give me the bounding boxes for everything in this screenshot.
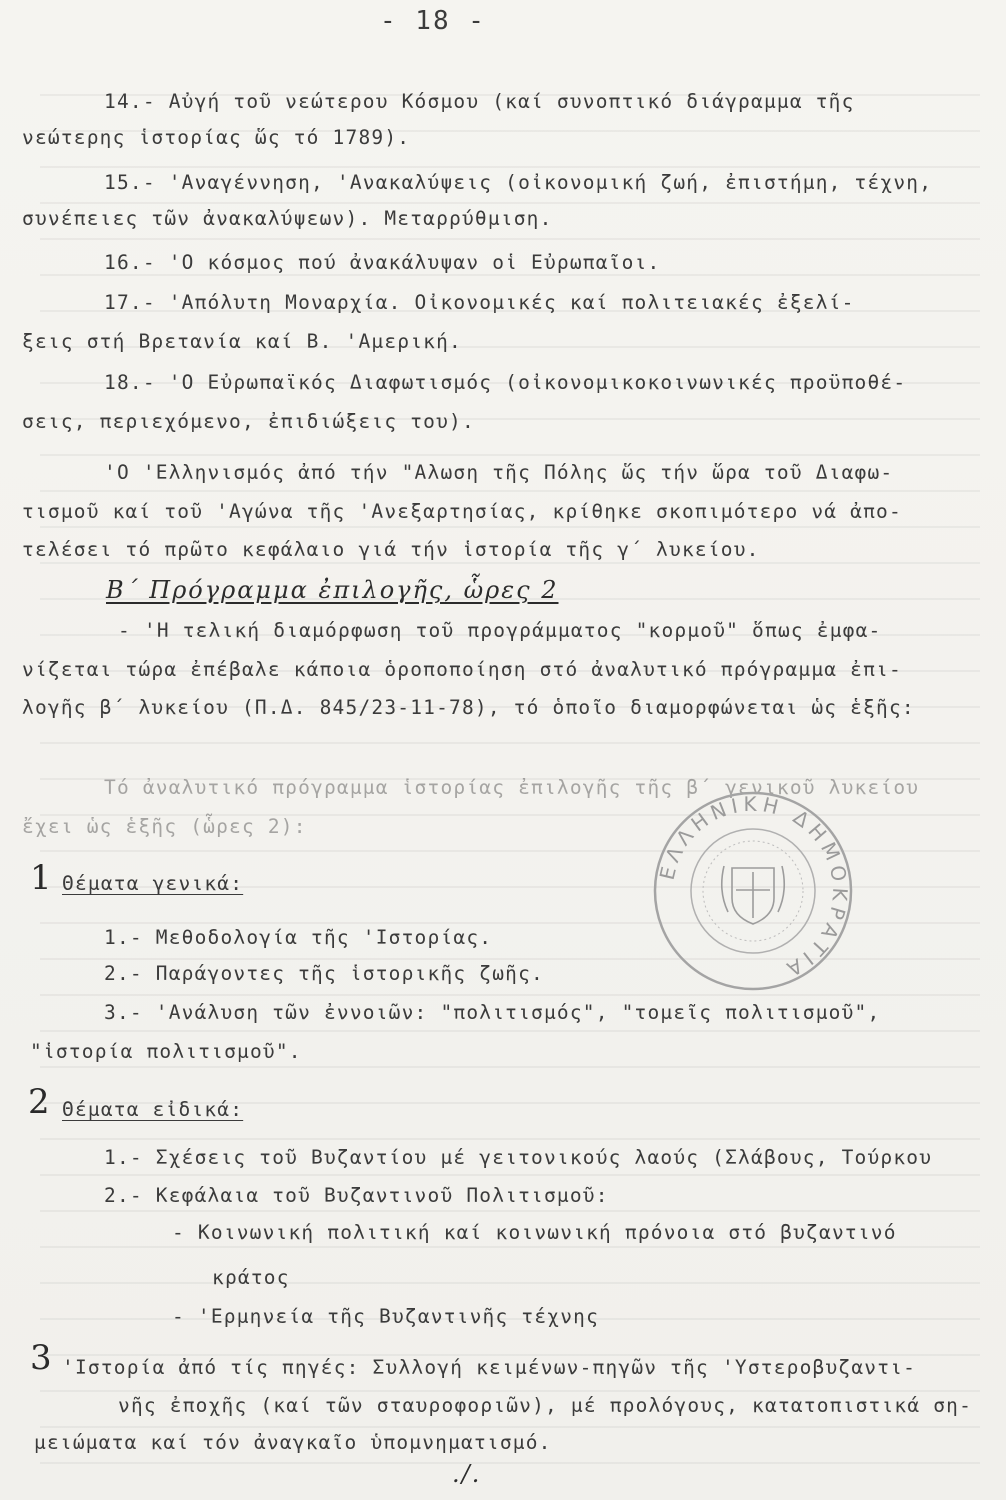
item-17-line-1: 17.- 'Απόλυτη Μοναρχία. Οἰκονομικές καί πολιτειακές ἐξελί-	[104, 291, 855, 314]
handwritten-heading: Β΄ Πρόγραμμα ἐπιλογῆς, ὧρες 2	[106, 576, 559, 604]
section-2-title: Θέματα εἰδικά:	[62, 1098, 244, 1121]
paragraph-1-line-1: 'Ο 'Ελληνισμός ἀπό τήν "Αλωση τῆς Πόλης ὥς τήν ὥρα τοῦ Διαφω-	[104, 461, 894, 484]
section-1-item-3-cont: "ἱστορία πολιτισμοῦ".	[30, 1040, 302, 1063]
item-14-line-2: νεώτερης ἱστορίας ὥς τό 1789).	[22, 126, 411, 149]
section-2-subitem-1: - Κοινωνική πολιτική καί κοινωνική πρόνοια στό βυζαντινό	[172, 1221, 897, 1244]
page-number: - 18 -	[380, 6, 486, 36]
section-2-item-1: 1.- Σχέσεις τοῦ Βυζαντίου μέ γειτονικούς λαούς (Σλάβους, Τούρκου	[104, 1146, 933, 1169]
item-15-line-2: συνέπειες τῶν ἀνακαλύψεων). Μεταρρύθμιση.	[22, 207, 553, 230]
item-17-line-2: ξεις στή Βρετανία καί Β. 'Αμερική.	[22, 330, 462, 353]
paragraph-2-line-3: λογῆς β΄ λυκείου (Π.Δ. 845/23-11-78), τό ὁποῖο διαμορφώνεται ὡς ἑξῆς:	[22, 696, 915, 719]
section-2-item-2: 2.- Κεφάλαια τοῦ Βυζαντινοῦ Πολιτισμοῦ:	[104, 1184, 609, 1207]
section-1-numeral: 1	[30, 858, 53, 898]
section-3-numeral: 3	[30, 1338, 53, 1378]
section-3-line-2: νῆς ἐποχῆς (καί τῶν σταυροφοριῶν), μέ προλόγους, κατατοπιστικά ση-	[118, 1394, 973, 1417]
paragraph-2-line-2: νίζεται τώρα ἐπέβαλε κάποια ὁροποποίηση στό ἀναλυτικό πρόγραμμα ἐπι-	[22, 658, 902, 681]
section-2-subitem-2: - 'Ερμηνεία τῆς Βυζαντινῆς τέχνης	[172, 1305, 600, 1328]
item-16: 16.- 'Ο κόσμος πού ἀνακάλυψαν οἱ Εὐρωπαῖοι.	[104, 251, 661, 274]
seal-text: ΕΛΛΗΝΙΚΗ ΔΗΜΟΚΡΑΤΙΑ	[654, 791, 853, 984]
section-1-item-3: 3.- 'Ανάλυση τῶν ἐννοιῶν: "πολιτισμός", "τομεῖς πολιτισμοῦ",	[104, 1001, 881, 1024]
section-1-item-2: 2.- Παράγοντες τῆς ἱστορικῆς ζωῆς.	[104, 962, 544, 985]
item-15-line-1: 15.- 'Αναγέννηση, 'Ανακαλύψεις (οἰκονομική ζωή, ἐπιστήμη, τέχνη,	[104, 171, 933, 194]
coat-of-arms-icon	[722, 866, 785, 924]
continuation-mark: ./.	[452, 1460, 482, 1488]
paragraph-1-line-2: τισμοῦ καί τοῦ 'Αγώνα τῆς 'Ανεξαρτησίας, κρίθηκε σκοπιμότερο νά ἀπο-	[22, 500, 902, 523]
section-2-subitem-1-cont: κράτος	[212, 1266, 290, 1289]
paragraph-1-line-3: τελέσει τό πρῶτο κεφάλαιο γιά τήν ἱστορία τῆς γ΄ λυκείου.	[22, 538, 760, 561]
section-3-line-3: μειώματα καί τόν ἀναγκαῖο ὑπομνηματισμό.	[34, 1431, 552, 1454]
paragraph-2-line-1: - 'Η τελική διαμόρφωση τοῦ προγράμματος "κορμοῦ" ὅπως ἐμφα-	[118, 619, 882, 642]
section-1-title: Θέματα γενικά:	[62, 872, 244, 895]
section-3-line-1: 'Ιστορία ἀπό τίς πηγές: Συλλογή κειμένων-πηγῶν τῆς 'Υστεροβυζαντι-	[62, 1356, 917, 1379]
section-2-numeral: 2	[28, 1082, 51, 1122]
faded-paragraph-line-1: Τό ἀναλυτικό πρόγραμμα ἱστορίας ἐπιλογῆς τῆς β΄ γενικοῦ λυκείου	[104, 776, 920, 799]
faded-paragraph-line-2: ἔχει ὡς ἑξῆς (ὧρες 2):	[22, 815, 307, 838]
item-18-line-1: 18.- 'Ο Εὐρωπαϊκός Διαφωτισμός (οἰκονομικοκοινωνικές προϋποθέ-	[104, 371, 907, 394]
item-18-line-2: σεις, περιεχόμενο, ἐπιδιώξεις του).	[22, 410, 475, 433]
official-seal-stamp	[648, 786, 858, 996]
section-1-item-1: 1.- Μεθοδολογία τῆς 'Ιστορίας.	[104, 926, 493, 949]
item-14-line-1: 14.- Αὐγή τοῦ νεώτερου Κόσμου (καί συνοπτικό διάγραμμα τῆς	[104, 90, 855, 113]
